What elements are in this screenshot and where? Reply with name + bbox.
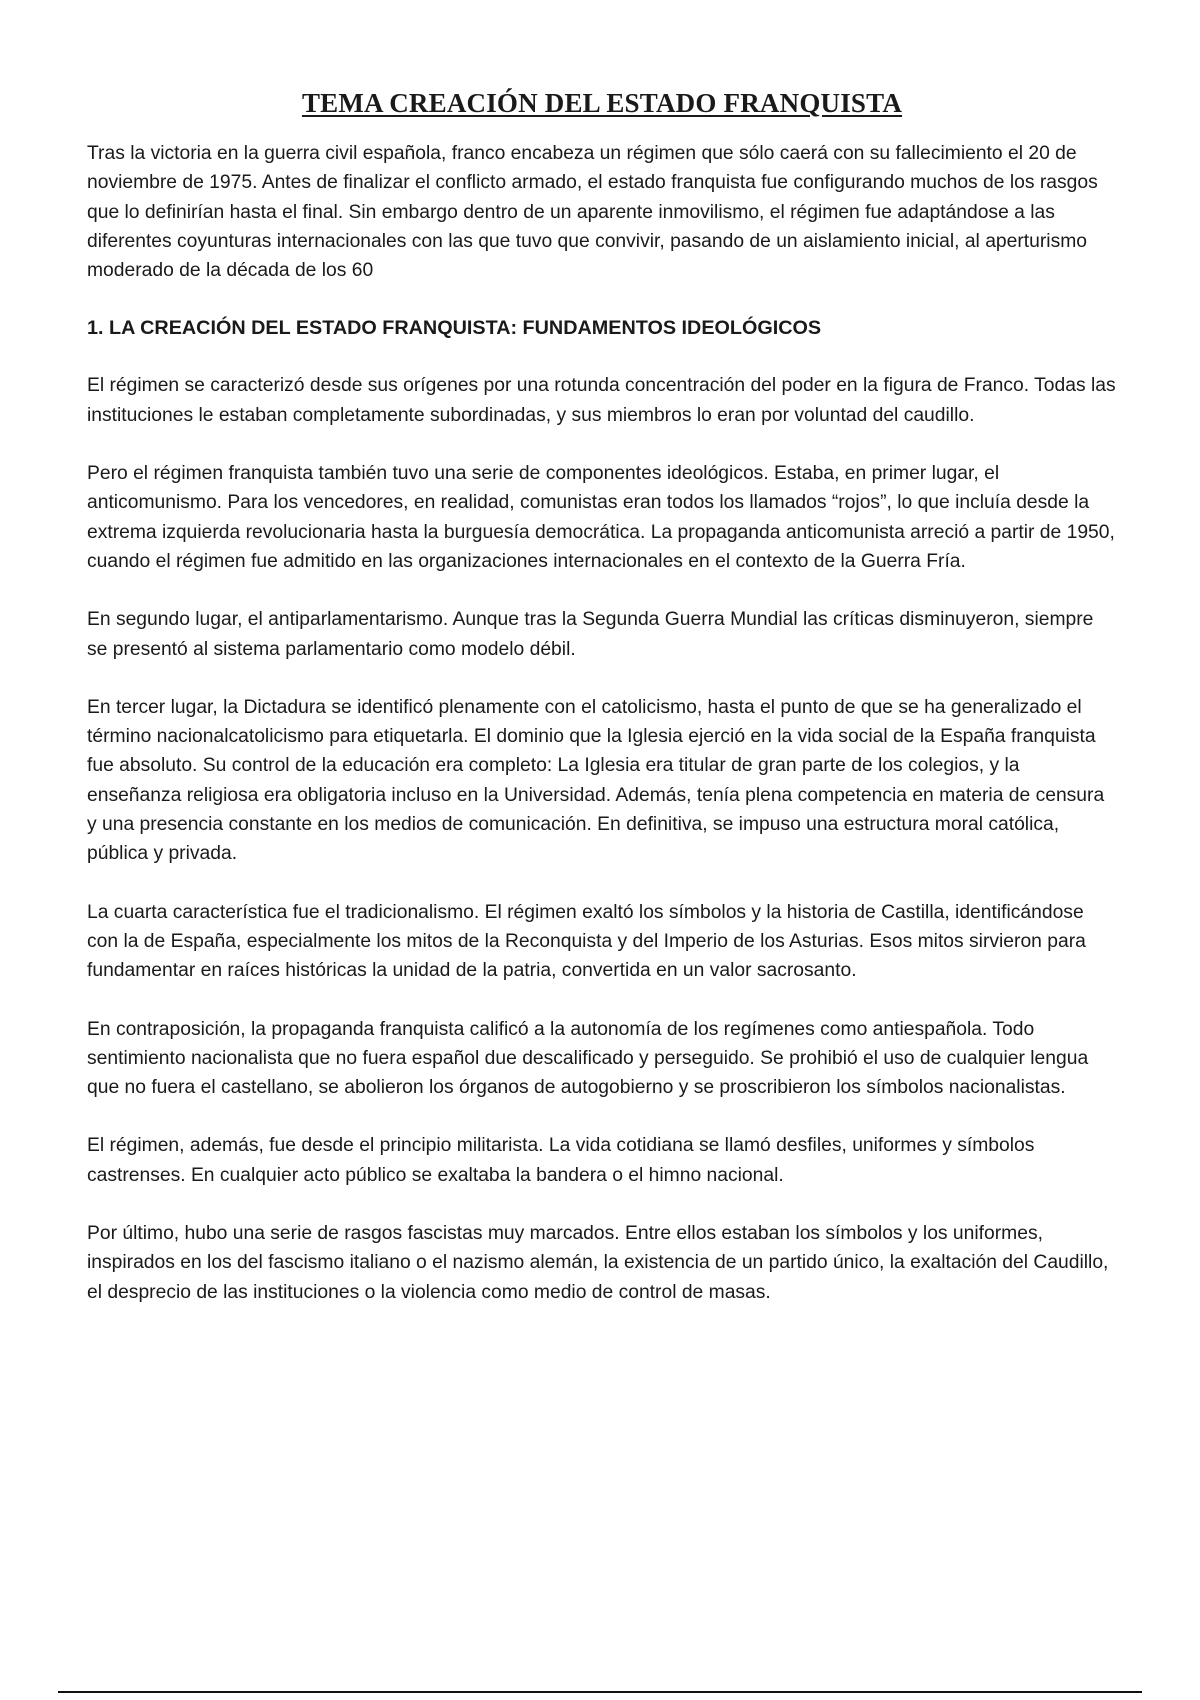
paragraph-antiparlamentarismo: En segundo lugar, el antiparlamentarismo. Aunque tras la Segunda Guerra Mundial las críticas disminuyeron, siempre se presentó al sistema parlamentario como modelo débil. bbox=[87, 609, 1094, 660]
paragraph-catolicismo: En tercer lugar, la Dictadura se identificó plenamente con el catolicismo, hasta el punto de que se ha generalizado el término nacionalcatolicismo para etiquetarla. El dominio que la Iglesia ejerció en la vida social de la España franquista fue absoluto. Su control de la educación era completo: La Iglesia era titular de gran parte de los colegios, y la enseñanza religiosa era obligatoria incluso en la Universidad. Además, tenía plena competencia en materia de censura y una presencia constante en los medios de comunicación. En definitiva, se impuso una estructura moral católica, pública y privada. bbox=[87, 696, 1105, 865]
footer-divider bbox=[58, 1691, 1142, 1693]
paragraph-tradicionalismo: La cuarta característica fue el tradicionalismo. El régimen exaltó los símbolos y la historia de Castilla, identificándose con la de España, especialmente los mitos de la Reconquista y del Imperio de los Asturias. Esos mitos sirvieron para fundamentar en raíces históricas la unidad de la patria, convertida en un valor sacrosanto. bbox=[87, 901, 1086, 982]
intro-paragraph: Tras la victoria en la guerra civil española, franco encabeza un régimen que sólo caerá con su fallecimiento el 20 de noviembre de 1975. Antes de finalizar el conflicto armado, el estado franquista fue configurando muchos de los rasgos que lo definirían hasta el final. Sin embargo dentro de un aparente inmovilismo, el régimen fue adaptándose a las diferentes coyunturas internacionales con las que tuvo que convivir, pasando de un aislamiento inicial, al aperturismo moderado de la década de los 60 bbox=[87, 143, 1098, 282]
paragraph-rasgos-fascistas: Por último, hubo una serie de rasgos fascistas muy marcados. Entre ellos estaban los símbolos y los uniformes, inspirados en los del fascismo italiano o el nazismo alemán, la existencia de un partido único, la exaltación del Caudillo, el desprecio de las instituciones o la violencia como medio de control de masas. bbox=[87, 1223, 1109, 1303]
document-page bbox=[87, 88, 1117, 1336]
section-1-heading: 1. LA CREACIÓN DEL ESTADO FRANQUISTA: FUNDAMENTOS IDEOLÓGICOS bbox=[87, 317, 822, 340]
paragraph-anticomunismo: Pero el régimen franquista también tuvo una serie de componentes ideológicos. Estaba, en primer lugar, el anticomunismo. Para los vencedores, en realidad, comunistas eran todos los llamados “rojos”, lo que incluía desde la extrema izquierda revolucionaria hasta la burguesía democrática. La propaganda anticomunista arreció a partir de 1950, cuando el régimen fue admitido en las organizaciones internacionales en el contexto de la Guerra Fría. bbox=[87, 463, 1115, 572]
document-title: TEMA CREACIÓN DEL ESTADO FRANQUISTA bbox=[301, 88, 903, 118]
paragraph-concentracion-poder: El régimen se caracterizó desde sus orígenes por una rotunda concentración del poder en la figura de Franco. Todas las instituciones le estaban completamente subordinadas, y sus miembros lo eran por voluntad del caudillo. bbox=[87, 375, 1116, 426]
paragraph-antinacionalismo: En contraposición, la propaganda franquista calificó a la autonomía de los regímenes como antiespañola. Todo sentimiento nacionalista que no fuera español due descalificado y perseguido. Se prohibió el uso de cualquier lengua que no fuera el castellano, se abolieron los órganos de autogobierno y se proscribieron los símbolos nacionalistas. bbox=[87, 1018, 1089, 1099]
paragraph-militarismo: El régimen, además, fue desde el principio militarista. La vida cotidiana se llamó desfiles, uniformes y símbolos castrenses. En cualquier acto público se exaltaba la bandera o el himno nacional. bbox=[87, 1135, 1035, 1186]
